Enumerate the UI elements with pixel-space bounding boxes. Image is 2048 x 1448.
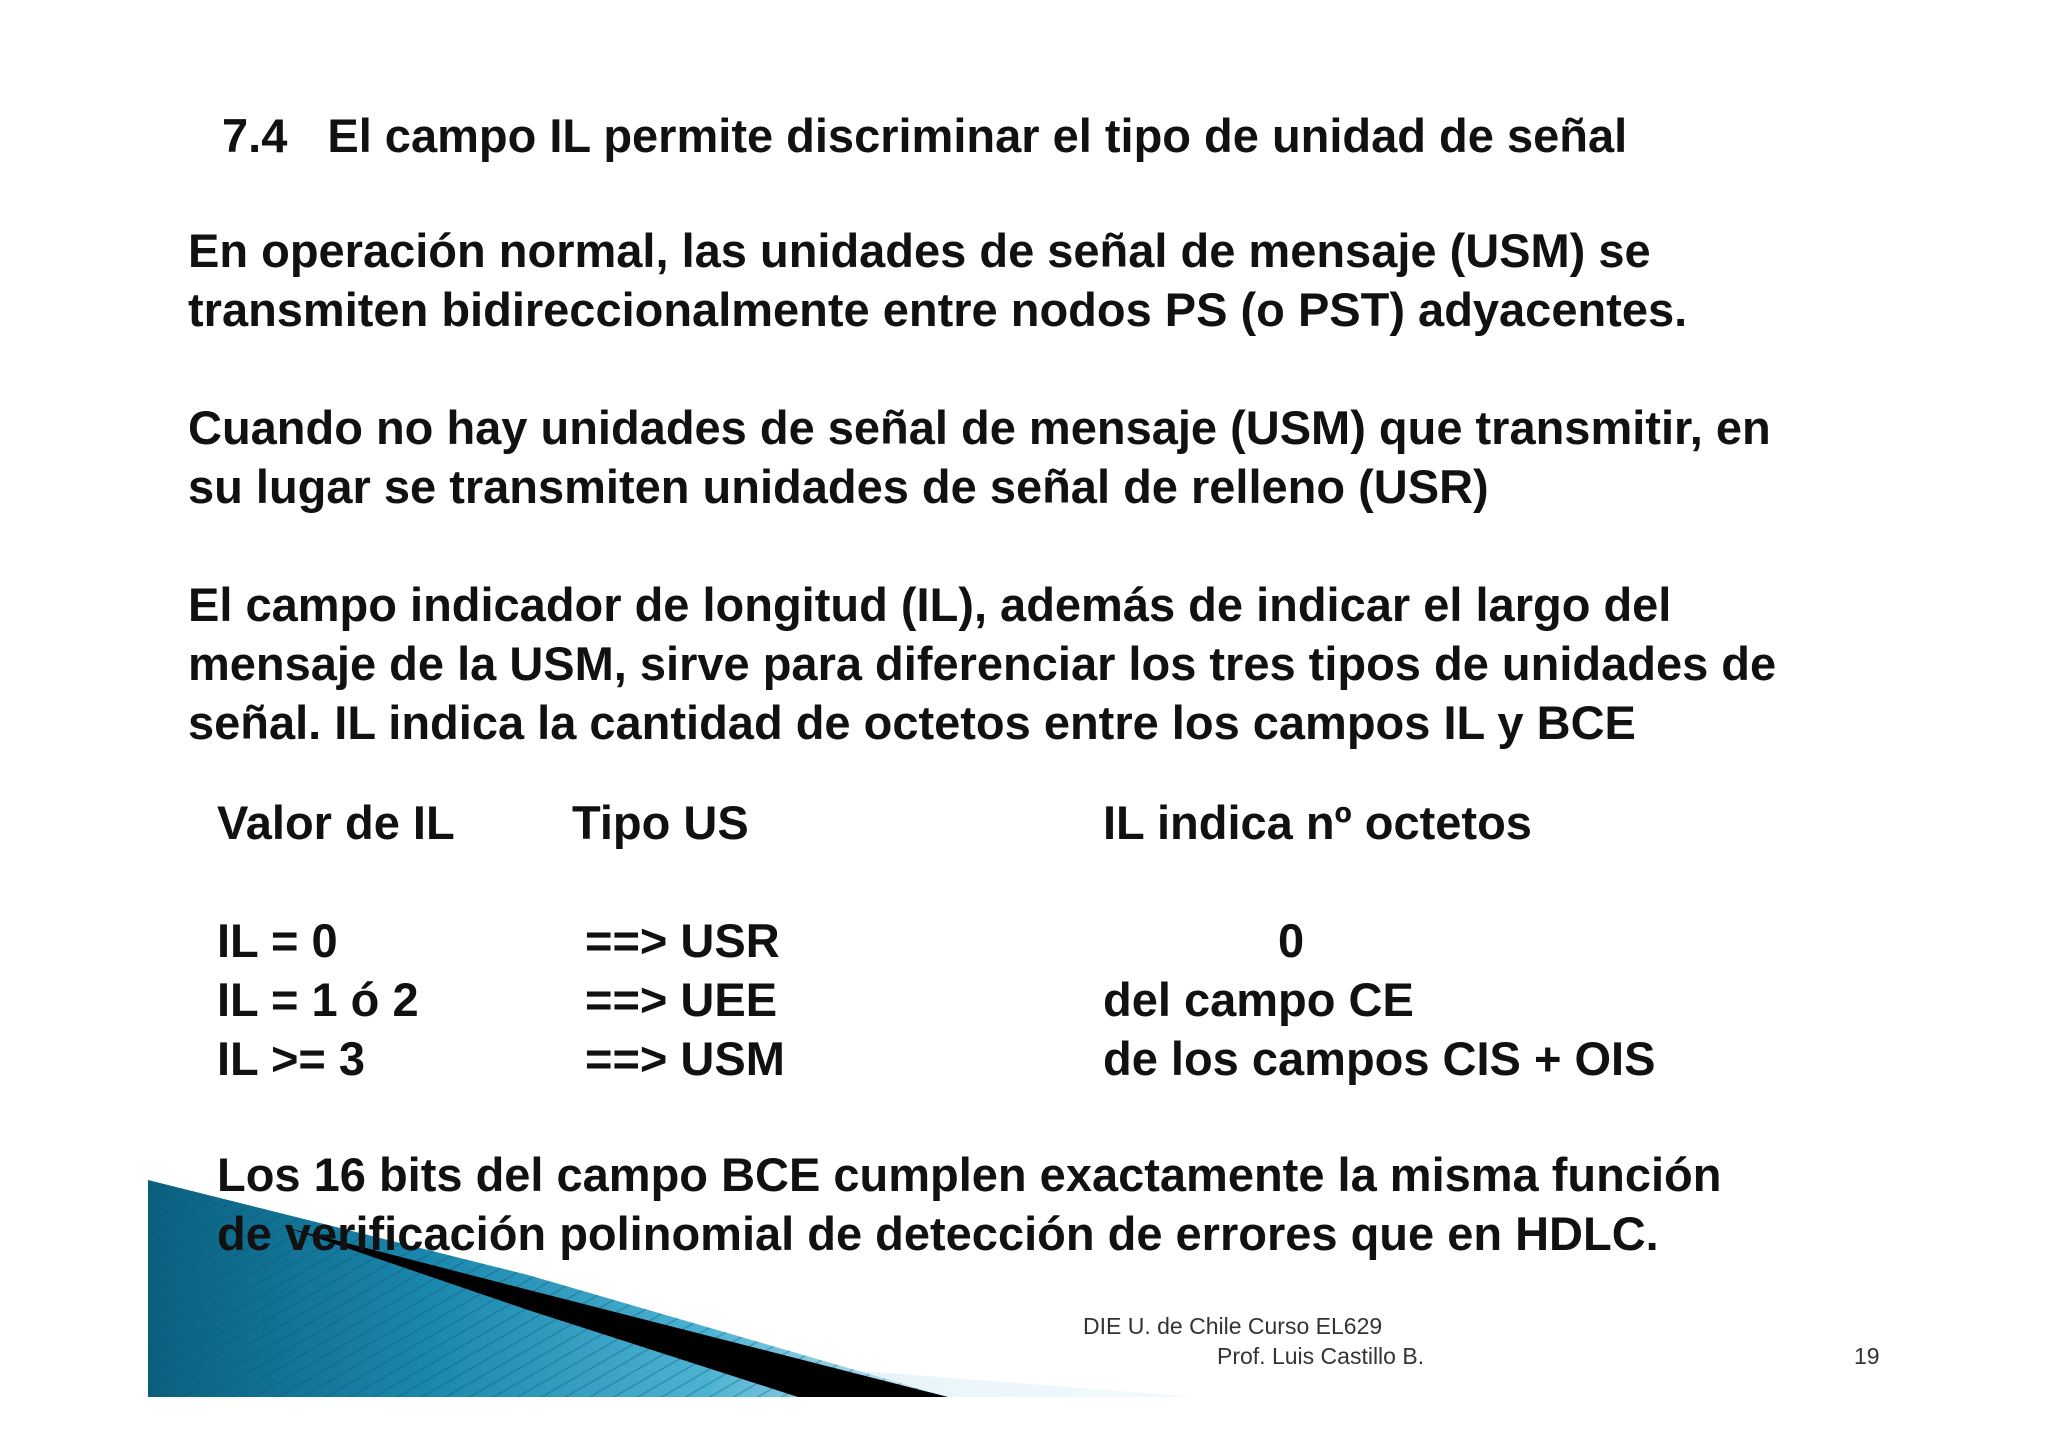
paragraph-line: En operación normal, las unidades de señal de mensaje (USM) se (188, 224, 1651, 277)
paragraph-line: señal. IL indica la cantidad de octetos entre los campos IL y BCE (188, 696, 1636, 749)
table-cell-tipo: ==> USR (585, 914, 780, 967)
footer-author: Prof. Luis Castillo B. (1217, 1343, 1425, 1369)
table-cell-il: IL = 0 (217, 914, 338, 967)
paragraph-1 (188, 221, 1687, 339)
table-cell-octetos: del campo CE (1103, 973, 1414, 1026)
table-cell-tipo: ==> USM (585, 1032, 785, 1085)
paragraph-line: transmiten bidireccionalmente entre nodos PS (o PST) adyacentes. (188, 283, 1688, 336)
table-cell-il: IL = 1 ó 2 (217, 973, 419, 1026)
table-header-valor: Valor de IL (217, 796, 455, 849)
table-header-octetos: IL indica nº octetos (1103, 796, 1532, 849)
closing-paragraph (217, 1145, 1721, 1263)
closing-line: de verificación polinomial de detección de errores que en HDLC. (217, 1207, 1659, 1260)
table-cell-il: IL >= 3 (217, 1032, 366, 1085)
paragraph-line: Cuando no hay unidades de señal de mensaje (USM) que transmitir, en (188, 401, 1771, 454)
footer-institution: DIE U. de Chile Curso EL629 (1083, 1313, 1383, 1339)
closing-line: Los 16 bits del campo BCE cumplen exactamente la misma función (217, 1148, 1722, 1201)
paragraph-2 (188, 398, 1771, 516)
page-number: 19 (1854, 1343, 1880, 1369)
heading-number: 7.4 (222, 109, 288, 162)
table-header-tipo: Tipo US (572, 796, 749, 849)
paragraph-line: El campo indicador de longitud (IL), además de indicar el largo del (188, 578, 1672, 631)
paragraph-3 (188, 575, 1776, 752)
table-cell-octetos: de los campos CIS + OIS (1103, 1032, 1656, 1085)
slide-heading (222, 108, 1627, 163)
table-cell-tipo: ==> UEE (585, 973, 778, 1026)
paragraph-line: su lugar se transmiten unidades de señal de relleno (USR) (188, 460, 1489, 513)
paragraph-line: mensaje de la USM, sirve para diferenciar los tres tipos de unidades de (188, 637, 1777, 690)
table-cell-octetos: 0 (1278, 914, 1305, 967)
heading-title: El campo IL permite discriminar el tipo de unidad de señal (327, 109, 1628, 162)
